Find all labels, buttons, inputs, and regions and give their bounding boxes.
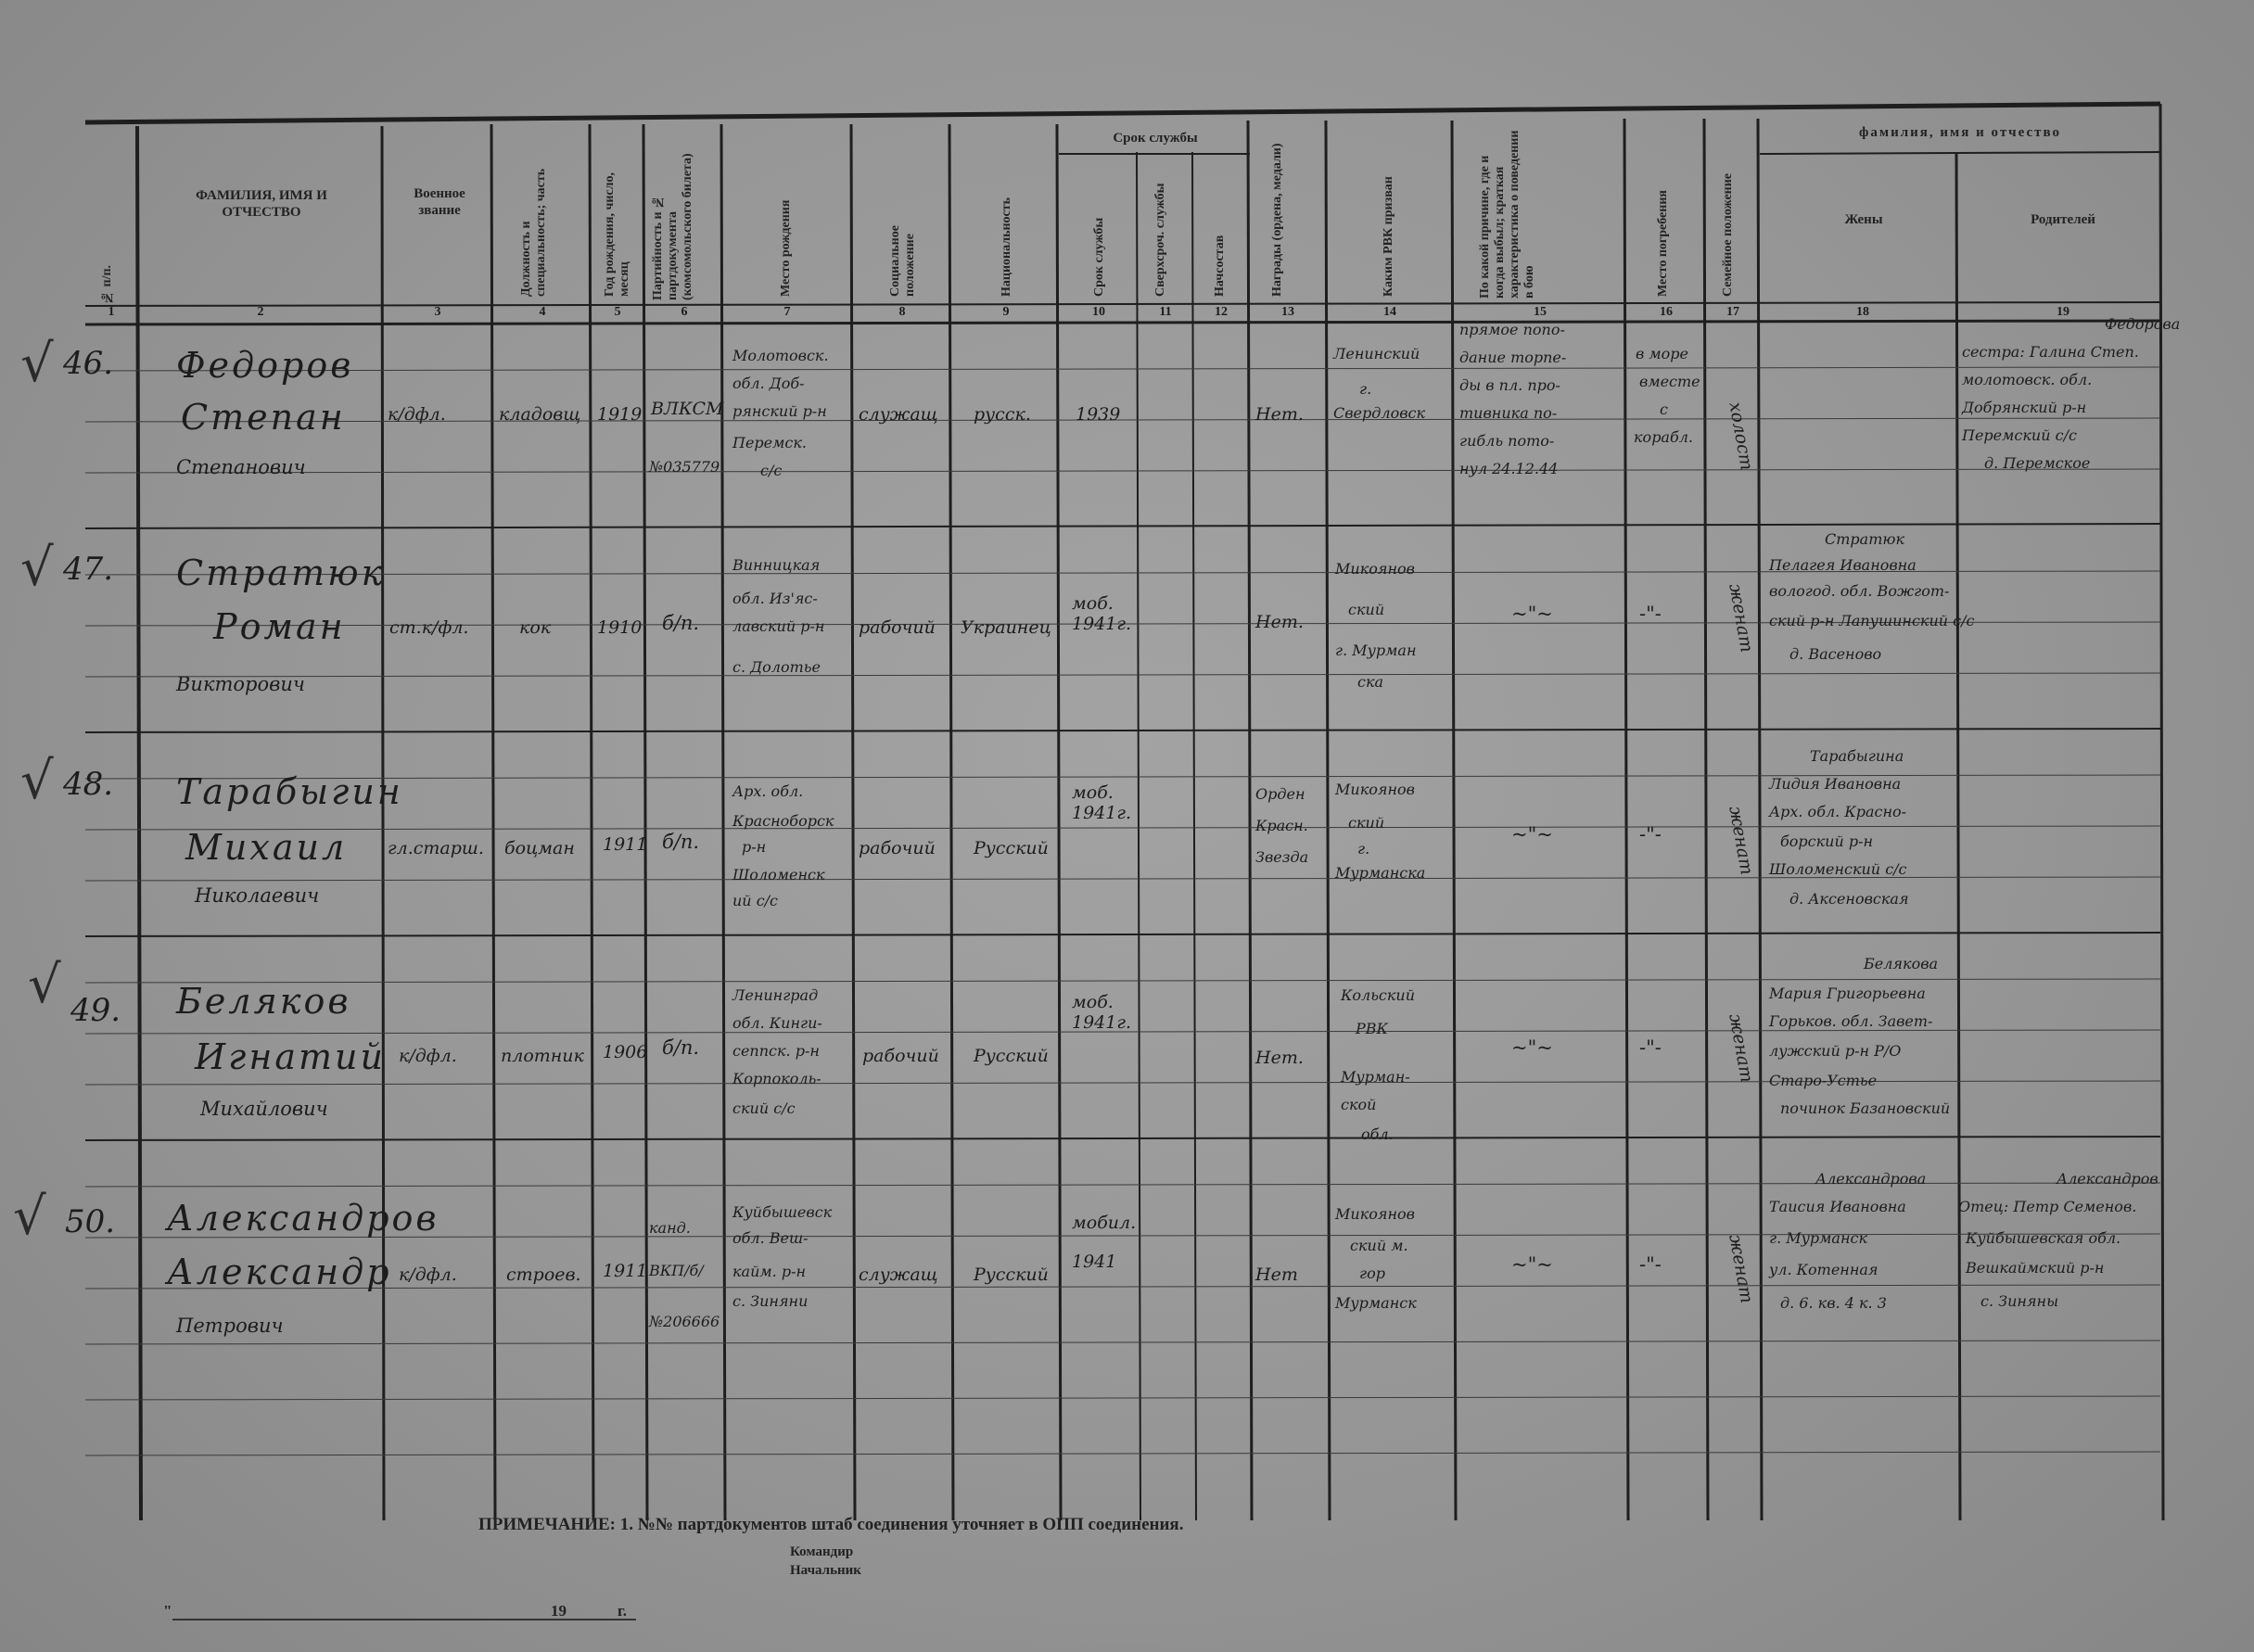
awards: Нет [1255,1264,1298,1285]
parents-line: Федорова [2105,315,2181,333]
col-num: 15 [1534,305,1547,319]
rvk-line: г. [1357,840,1370,858]
header-awards: Награды (ордена, медали) [1270,143,1284,297]
awards: Нет. [1255,1048,1304,1068]
party-number: №206666 [649,1313,720,1330]
birth-year: 1919 [597,404,643,425]
burial-ditto: -"- [1639,603,1662,625]
check-mark-icon: √ [28,955,61,1015]
family-status: женат [1725,1233,1757,1305]
parents-line: Перемский с/с [1962,426,2077,444]
rvk-line: Микоянов [1335,1205,1415,1223]
surname: Беляков [176,981,351,1022]
awards: Орден Красн. Звезда [1255,785,1309,866]
birthplace-line: Перемск. [732,434,807,451]
birthplace-line: рянский р-н [732,402,827,420]
header-rvk: Каким РВК призван [1382,176,1395,297]
service-term: моб. 1941г. [1072,593,1131,634]
rvk-line: Ленинский [1333,345,1420,362]
firstname: Михаил [185,827,348,868]
nationality: русск. [974,404,1031,425]
header-service-officer: Начсостав [1213,235,1227,297]
party: канд. ВКП/б/ [649,1219,704,1279]
header-position: Должность и специальность; часть [519,168,548,297]
col-num: 9 [1002,305,1010,319]
col-num: 3 [434,305,441,319]
wife-line: Пелагея Ивановна [1769,556,1917,574]
social-status: рабочий [859,838,936,858]
reason-line: тивника по- [1459,404,1558,422]
birthplace-line: лавский р-н [732,617,825,635]
wife-line: ул. Котенная [1769,1261,1878,1278]
position: плотник [501,1046,584,1066]
reason-ditto: ~"~ [1511,1253,1553,1276]
record-number: 50. [65,1203,116,1240]
rvk-line: ска [1357,673,1384,691]
rvk-line: ской [1341,1096,1377,1113]
burial-line: с [1660,400,1668,418]
wife-line: починок Базановский [1780,1099,1951,1117]
header-service-extra: Сверхсроч. службы [1153,183,1167,297]
parents-line: с. Зиняны [1980,1292,2059,1310]
header-parents: Родителей [2031,212,2095,227]
col-num: 16 [1660,305,1673,319]
wife-line: Горьков. обл. Завет- [1769,1012,1933,1030]
header-name: ФАМИЛИЯ, ИМЯ И ОТЧЕСТВО [196,188,327,220]
header-party: Партийность и № партдокумента (комсомольского билета) [651,153,694,300]
birthplace-line: Молотовск. [732,347,829,364]
birthplace-line: с. Долотье [732,658,821,676]
birthplace-line: Ленинград [732,986,819,1004]
rvk-line: гор [1359,1264,1385,1282]
wife-line: Лидия Ивановна [1769,775,1902,793]
parents-line: молотовск. обл. [1962,371,2093,388]
awards: Нет. [1255,404,1304,425]
wife-line: г. Мурманск [1769,1229,1868,1247]
header-birth: Год рождения, число, месяц [603,172,631,297]
family-status: женат [1725,805,1757,877]
reason-ditto: ~"~ [1511,1036,1553,1059]
parents-line: Александров [2057,1170,2158,1188]
rvk-line: Мурманска [1335,864,1426,882]
birthplace-line: Арх. обл. [732,782,804,800]
check-mark-icon: √ [13,1187,46,1247]
rvk-line: обл. [1361,1125,1394,1143]
birthplace-line: Шоломенск [732,866,825,883]
wife-line: Белякова [1864,955,1939,972]
reason-line: гибль пото- [1459,432,1555,450]
record-number: 47. [63,551,114,588]
burial-line: корабл. [1634,428,1694,446]
parents-line: Добрянский р-н [1962,399,2087,416]
record-number: 48. [63,766,114,803]
birthplace-line: обл. Доб- [732,375,805,392]
birthplace-line: с/с [760,462,783,479]
rvk-line: ский м. [1350,1237,1408,1254]
service-term: мобил. 1941 [1072,1213,1137,1272]
firstname: Игнатий [195,1036,387,1077]
burial-ditto: -"- [1639,1036,1662,1059]
header-service: Срок службы [1113,131,1198,146]
patronymic: Николаевич [195,884,320,907]
patronymic: Степанович [176,456,306,478]
service-term: моб. 1941г. [1072,992,1131,1033]
header-nationality: Национальность [1000,197,1013,297]
service-term: 1939 [1076,404,1121,425]
header-social: Социальное положение [888,225,917,297]
nationality: Русский [974,1264,1049,1285]
date-year: 19 [551,1602,567,1620]
reason-line: прямое попо- [1459,321,1565,338]
wife-line: вологод. обл. Вожгот- [1769,582,1950,600]
header-birthplace: Место рождения [779,199,793,297]
wife-line: Арх. обл. Красно- [1769,803,1907,820]
social-status: рабочий [862,1046,939,1066]
rvk-line: ский [1348,601,1385,618]
family-status: холост [1725,400,1757,473]
burial-ditto: -"- [1639,823,1662,845]
chief-label: Начальник [790,1563,861,1578]
col-num: 2 [257,305,264,319]
burial-line: вместе [1639,373,1700,390]
rvk-line: г. Мурман [1335,642,1417,659]
rvk-line: Мурман- [1341,1068,1410,1086]
parents-line: Вешкаймский р-н [1966,1259,2105,1277]
col-num: 18 [1856,305,1869,319]
wife-line: Тарабыгина [1810,747,1904,765]
commander-label: Командир [790,1544,854,1559]
party-number: №035779 [649,458,720,476]
reason-line: нул 24.12.44 [1459,460,1559,477]
rvk-line: Микоянов [1335,560,1415,578]
col-num: 7 [783,305,791,319]
party: б/п. [662,612,700,634]
birthplace-line: обл. Кинги- [732,1014,822,1032]
birthplace-line: обл. Из'яс- [732,590,818,607]
reason-line: дание торпе- [1459,349,1567,366]
wife-line: Александрова [1815,1170,1927,1188]
header-service-term: Срок службы [1092,217,1106,297]
wife-line: лужский р-н Р/О [1769,1042,1902,1060]
social-status: служащ [859,1264,938,1285]
burial-ditto: -"- [1639,1253,1662,1276]
nationality: Русский [974,838,1049,858]
col-num: 1 [108,305,115,319]
patronymic: Викторович [176,673,305,695]
parents-line: д. Перемское [1984,454,2091,472]
burial-line: в море [1636,345,1689,362]
col-num: 14 [1383,305,1396,319]
birth-year: 1911 [603,1261,648,1281]
reason-line: ды в пл. про- [1459,376,1560,394]
party: ВЛКСМ [651,399,724,419]
position: боцман [504,838,575,858]
parents-line: Отец: Петр Семенов. [1958,1198,2137,1215]
patronymic: Петрович [176,1315,284,1337]
col-num: 19 [2057,305,2069,319]
check-mark-icon: √ [20,751,54,811]
rank: гл.старш. [388,838,484,858]
nationality: Украинец [961,617,1051,638]
wife-line: ский р-н Лапушинский с/с [1769,612,1975,629]
awards: Нет. [1255,612,1304,632]
service-term: моб. 1941г. [1072,782,1131,823]
patronymic: Михайлович [200,1098,328,1120]
check-mark-icon: √ [20,334,54,394]
birthplace-line: кайм. р-н [732,1263,807,1280]
wife-line: д. 6. кв. 4 к. 3 [1780,1294,1887,1312]
rvk-line: г. [1359,380,1372,398]
birthplace-line: Красноборск [732,812,834,830]
position: кок [519,617,552,638]
wife-line: д. Аксеновская [1789,890,1909,908]
reason-ditto: ~"~ [1511,823,1553,845]
rvk-line: Свердловск [1333,404,1426,422]
rvk-line: Мурманск [1335,1294,1417,1312]
header-reason: По какой причине, где и когда выбыл; краткая характеристика о поведении в бою [1478,130,1536,299]
wife-line: Шоломенский с/с [1769,860,1907,878]
col-num: 4 [539,305,546,319]
birthplace-line: ий с/с [732,892,779,909]
header-rank: Военное звание [414,186,465,218]
rank: ст.к/фл. [389,617,469,638]
wife-line: Мария Григорьевна [1769,985,1926,1002]
record-number: 49. [70,992,121,1029]
wife-line: д. Васеново [1789,645,1882,663]
rvk-line: Кольский [1341,986,1416,1004]
wife-line: борский р-н [1780,832,1874,850]
check-mark-icon: √ [20,538,54,598]
birthplace-line: ский с/с [732,1099,796,1117]
col-num: 8 [898,305,906,319]
surname: Стратюк [176,553,386,593]
col-num: 17 [1726,305,1739,319]
party: б/п. [662,1036,700,1059]
rank: к/дфл. [399,1046,457,1066]
birth-year: 1911 [603,834,648,855]
position: кладовщ [499,404,581,425]
rank: к/дфл. [399,1264,457,1285]
firstname: Роман [213,606,346,647]
signature-date-line [93,1602,1020,1624]
surname: Александров [167,1198,439,1239]
header-family: Семейное положение [1721,172,1735,297]
rvk-line: Микоянов [1335,781,1415,798]
birthplace-line: Корпоколь- [732,1070,821,1087]
col-num: 6 [681,305,688,319]
birthplace-line: р-н [742,838,767,856]
date-quote: " [163,1602,172,1620]
firstname: Александр [167,1252,392,1292]
birth-year: 1910 [597,617,643,638]
reason-ditto: ~"~ [1511,603,1553,625]
rank: к/дфл. [388,404,446,425]
header-wife: Жены [1844,212,1883,227]
col-num: 13 [1281,305,1294,319]
firstname: Степан [181,397,346,438]
parents-line: Куйбышевская обл. [1966,1229,2121,1247]
position: строев. [506,1264,581,1285]
birth-year: 1906 [603,1042,648,1062]
surname: Тарабыгин [176,771,403,812]
footnote: ПРИМЕЧАНИЕ: 1. №№ партдокументов штаб соединения уточняет в ОПП соединения. [478,1515,1184,1534]
social-status: рабочий [859,617,936,638]
rvk-line: ский [1348,814,1385,832]
nationality: Русский [974,1046,1049,1066]
wife-line: Старо-Устье [1769,1072,1878,1089]
header-relatives: фамилия, имя и отчество [1858,125,2062,140]
family-status: женат [1725,1012,1757,1085]
parents-line: сестра: Галина Степ. [1962,343,2139,361]
birthplace-line: Винницкая [732,556,821,574]
birthplace-line: обл. Веш- [732,1229,809,1247]
birthplace-line: с. Зиняни [732,1292,809,1310]
rvk-line: РВК [1356,1020,1388,1037]
col-num: 5 [614,305,621,319]
col-num: 12 [1215,305,1228,319]
party: б/п. [662,831,700,853]
header-burial: Место погребения [1656,190,1670,297]
birthplace-line: сеппск. р-н [732,1042,820,1060]
family-status: женат [1725,582,1757,654]
header-num: № п/п. [100,264,114,304]
wife-line: Таисия Ивановна [1769,1198,1906,1215]
wife-line: Стратюк [1825,530,1905,548]
col-num: 11 [1159,305,1172,319]
record-number: 46. [63,345,114,382]
social-status: служащ [859,404,938,425]
col-num: 10 [1092,305,1105,319]
surname: Федоров [176,345,354,386]
birthplace-line: Куйбышевск [732,1203,833,1221]
date-suffix: г. [618,1602,628,1620]
